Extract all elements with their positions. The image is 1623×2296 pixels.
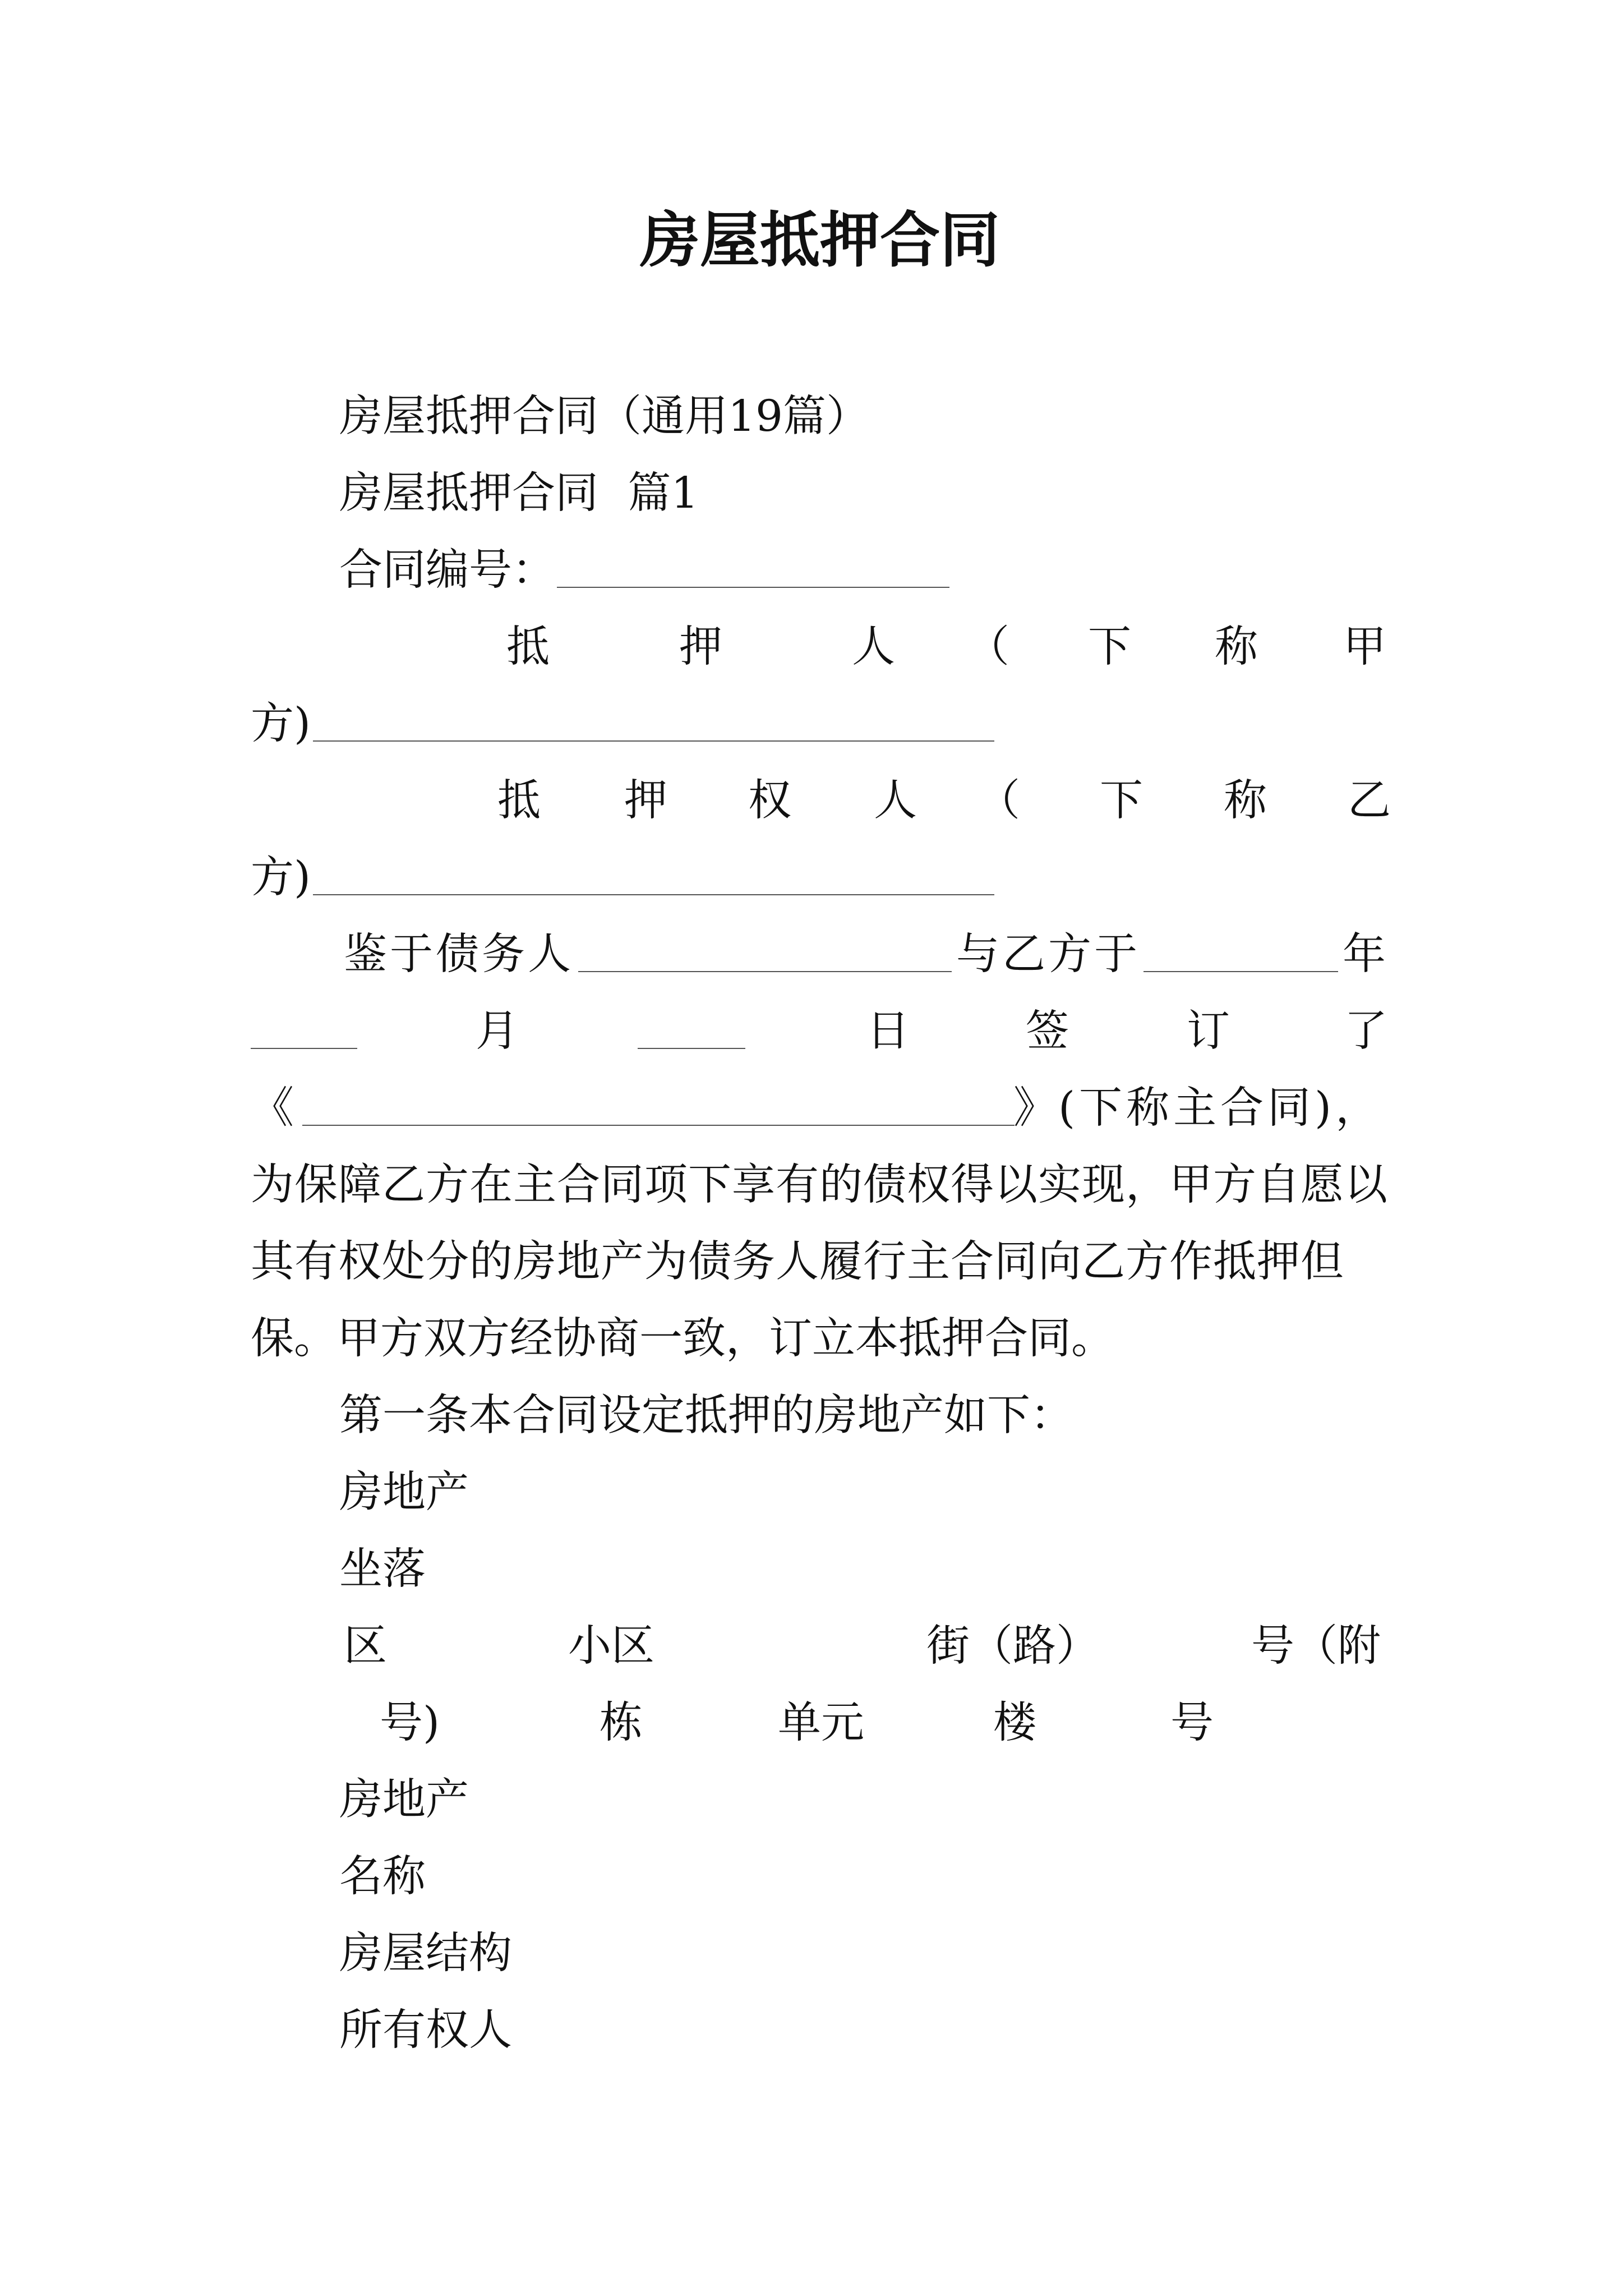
contract-number-blank bbox=[557, 587, 949, 588]
mortgagor-blank bbox=[313, 740, 994, 742]
mortgagee-line bbox=[251, 762, 1395, 839]
recital-body-line bbox=[251, 1300, 1395, 1377]
mortgagor-tail: 方) bbox=[251, 699, 311, 749]
mortgagee-char: 下 bbox=[1100, 776, 1143, 826]
field-line bbox=[251, 1915, 1395, 1992]
mortgagee-char: 乙 bbox=[1348, 776, 1391, 826]
quote-close: 》 bbox=[1013, 1083, 1057, 1133]
address-part: 单元 bbox=[778, 1698, 864, 1748]
article-1-heading: 第一条本合同设定抵押的房地产如下： bbox=[339, 1391, 1073, 1441]
address-part: 号 bbox=[1170, 1698, 1214, 1748]
address-part: 号) bbox=[380, 1698, 440, 1748]
address-line-1 bbox=[251, 1608, 1395, 1685]
debtor-blank bbox=[578, 971, 952, 972]
recital-body-text: 保。甲方双方经协商一致，订立本抵押合同。 bbox=[251, 1314, 1114, 1364]
document-title: 房屋抵押合同 bbox=[639, 205, 1000, 275]
day-blank bbox=[638, 1048, 745, 1049]
contract-number-line bbox=[251, 532, 1395, 609]
mortgagor-char: （ bbox=[966, 622, 1009, 672]
recital-body-text: 为保障乙方在主合同项下享有的债权得以实现，甲方自愿以 bbox=[251, 1160, 1388, 1210]
main-contract-line bbox=[251, 1070, 1395, 1147]
field-property-label-2: 房地产 bbox=[339, 1775, 469, 1825]
mortgagee-blank bbox=[313, 894, 994, 895]
address-part: 号（附 bbox=[1251, 1621, 1381, 1671]
field-line bbox=[251, 1454, 1395, 1531]
collection-heading-line bbox=[251, 378, 1395, 455]
article-1-heading-line bbox=[251, 1377, 1395, 1454]
mortgagee-tail: 方) bbox=[251, 853, 311, 903]
recital-body-line bbox=[251, 1223, 1395, 1300]
mortgagee-char: 称 bbox=[1224, 776, 1267, 826]
signed-char: 签 bbox=[1026, 1006, 1069, 1056]
year-blank bbox=[1144, 971, 1338, 972]
contract-number-label: 合同编号： bbox=[339, 545, 555, 595]
section-heading: 房屋抵押合同 篇1 bbox=[339, 468, 699, 518]
field-line bbox=[251, 1531, 1395, 1608]
mortgagor-char: 抵 bbox=[506, 622, 550, 672]
mortgagee-char: 押 bbox=[624, 776, 667, 826]
mortgagor-char: 称 bbox=[1215, 622, 1258, 672]
mortgagor-char: 人 bbox=[852, 622, 895, 672]
address-line-2 bbox=[251, 1685, 1395, 1761]
signed-char: 了 bbox=[1344, 1006, 1387, 1056]
quote-open: 《 bbox=[251, 1083, 294, 1133]
section-heading-line bbox=[251, 455, 1395, 532]
field-line bbox=[251, 1838, 1395, 1915]
with-party-b-label: 与乙方于 bbox=[956, 930, 1140, 979]
recital-body-text: 其有权处分的房地产为债务人履行主合同向乙方作抵押但 bbox=[251, 1237, 1344, 1287]
mortgagor-char: 下 bbox=[1088, 622, 1131, 672]
mortgagee-char: 抵 bbox=[497, 776, 541, 826]
field-line bbox=[251, 1761, 1395, 1838]
signed-char: 订 bbox=[1187, 1006, 1230, 1056]
mortgagor-char: 押 bbox=[679, 622, 722, 672]
address-part: 栋 bbox=[600, 1698, 643, 1748]
recital-body-line bbox=[251, 1147, 1395, 1223]
address-part: 楼 bbox=[993, 1698, 1036, 1748]
mortgagee-tail-line bbox=[251, 839, 1395, 916]
day-label: 日 bbox=[866, 1006, 910, 1056]
mortgagor-tail-line bbox=[251, 685, 1395, 762]
month-label: 月 bbox=[476, 1006, 519, 1056]
main-contract-note: (下称主合同)， bbox=[1058, 1083, 1383, 1133]
mortgagee-char: 人 bbox=[874, 776, 917, 826]
mortgagor-line bbox=[251, 609, 1395, 685]
mortgagor-char: 甲 bbox=[1343, 622, 1386, 672]
document-body bbox=[251, 378, 1395, 2069]
mortgagee-char: 权 bbox=[748, 776, 791, 826]
mortgagee-char: （ bbox=[977, 776, 1020, 826]
field-structure-label: 房屋结构 bbox=[339, 1929, 512, 1978]
address-part: 街（路） bbox=[926, 1621, 1099, 1671]
year-label: 年 bbox=[1343, 930, 1386, 979]
field-property-label: 房地产 bbox=[339, 1467, 469, 1517]
debtor-label: 鉴于债务人 bbox=[344, 930, 574, 979]
address-part: 小区 bbox=[568, 1621, 654, 1671]
field-name-label: 名称 bbox=[339, 1852, 426, 1902]
field-owner-label: 所有权人 bbox=[339, 2005, 512, 2055]
field-location-label: 坐落 bbox=[339, 1544, 426, 1594]
field-line bbox=[251, 1992, 1395, 2069]
main-contract-title-blank bbox=[302, 1125, 1015, 1126]
recital-debtor-line bbox=[251, 916, 1395, 993]
month-blank bbox=[251, 1048, 357, 1049]
recital-date-line bbox=[251, 993, 1395, 1070]
collection-heading: 房屋抵押合同（通用19篇） bbox=[339, 392, 869, 441]
address-part: 区 bbox=[344, 1621, 387, 1671]
